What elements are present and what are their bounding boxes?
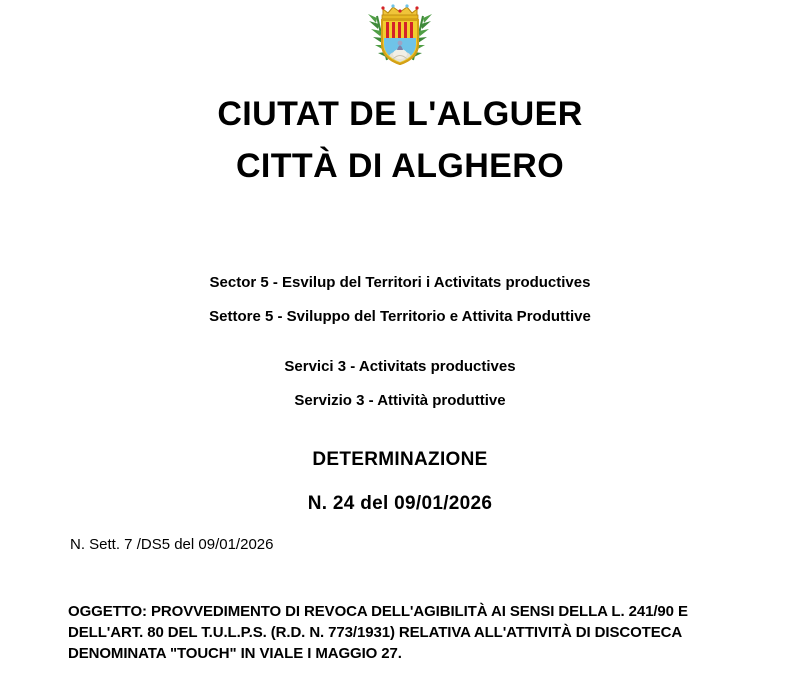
page-title xyxy=(0,88,800,192)
sector-block xyxy=(0,266,800,334)
act-number-date: N. 24 del 09/01/2026 xyxy=(307,493,493,514)
subject-block xyxy=(68,601,748,664)
act-type: DETERMINAZIONE xyxy=(312,449,488,470)
act-heading xyxy=(0,438,800,526)
title-italian: CITTÀ DI ALGHERO xyxy=(235,147,565,185)
aragon-stripes xyxy=(384,22,416,38)
sector-italian: Settore 5 - Sviluppo del Territorio e Attivita Produttive xyxy=(209,308,591,325)
sector-catalan: Sector 5 - Esvilup del Territori i Activitats productives xyxy=(209,274,591,291)
service-italian: Servizio 3 - Attività produttive xyxy=(294,392,506,409)
subject-line-1: OGGETTO: PROVVEDIMENTO DI REVOCA DELL'AGIBILITÀ AI SENSI DELLA L. 241/90 E xyxy=(68,603,688,620)
title-catalan: CIUTAT DE L'ALGUER xyxy=(217,95,583,133)
subject-line-3: DENOMINATA "TOUCH" IN VIALE I MAGGIO 27. xyxy=(68,645,402,662)
shield xyxy=(382,20,418,64)
subject-line-2: DELL'ART. 80 DEL T.U.L.P.S. (R.D. N. 773/1931) RELATIVA ALL'ATTIVITÀ DI DISCOTECA xyxy=(68,624,683,641)
service-catalan: Servici 3 - Activitats productives xyxy=(284,358,516,375)
crest-container xyxy=(0,2,800,68)
alghero-coat-of-arms-icon xyxy=(357,2,443,68)
service-block xyxy=(0,350,800,418)
protocol-line: N. Sett. 7 /DS5 del 09/01/2026 xyxy=(70,536,274,553)
crown-icon xyxy=(381,4,418,19)
